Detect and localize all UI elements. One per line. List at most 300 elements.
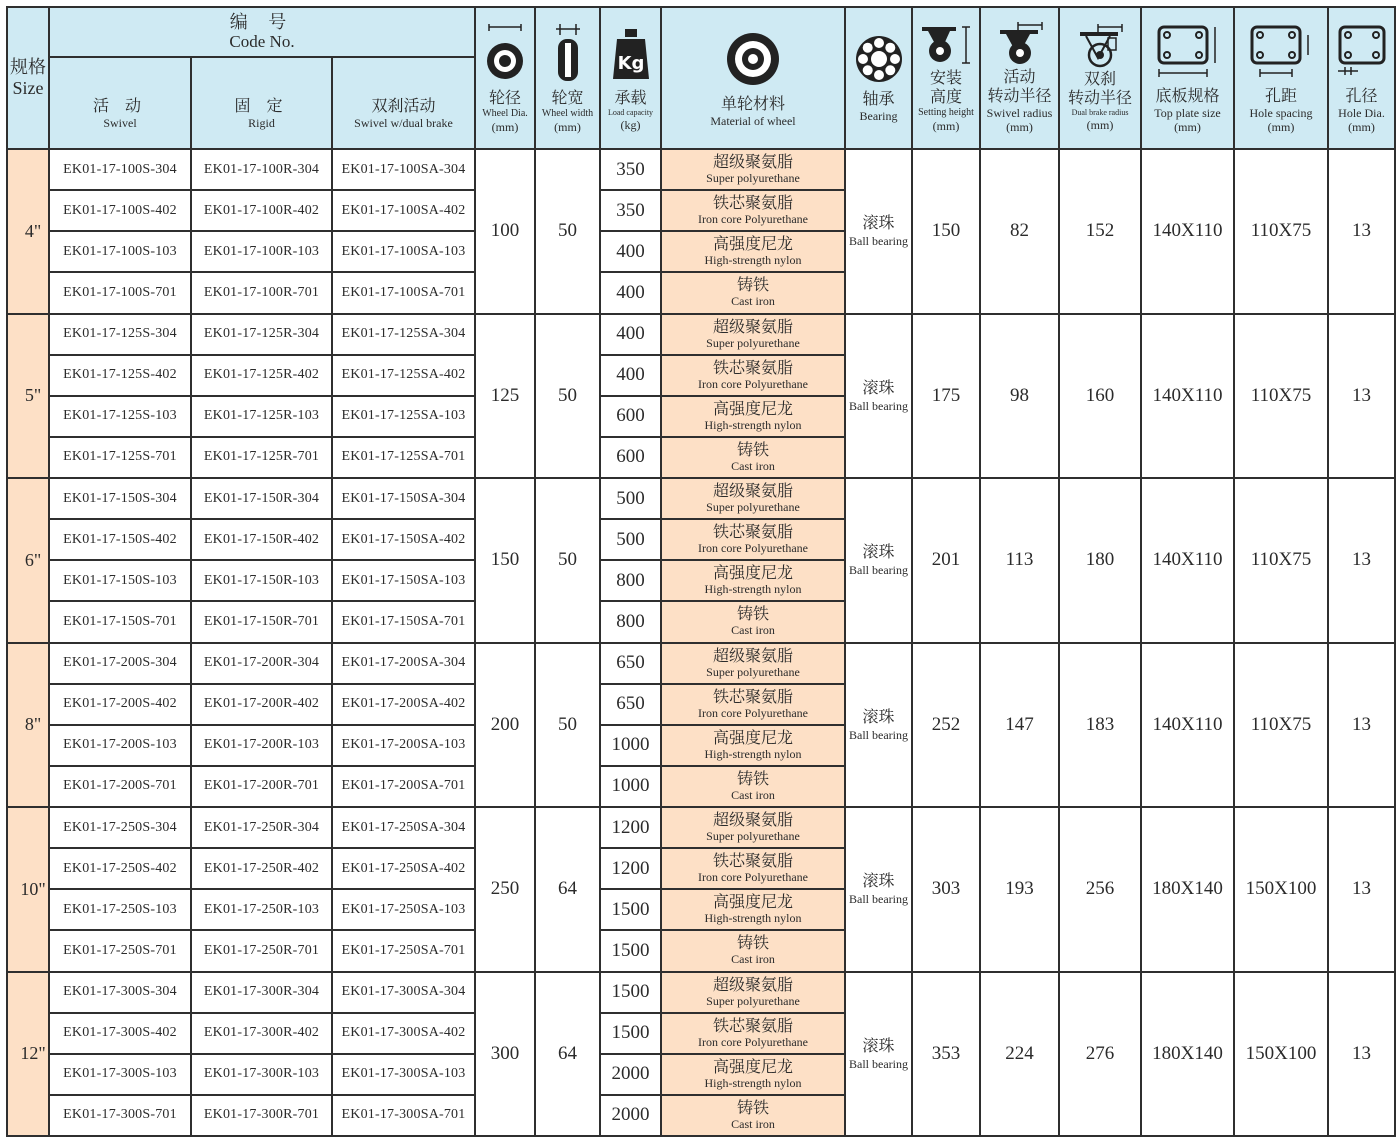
swivel-code-cell: EK01-17-150S-402 <box>49 519 191 560</box>
ball-bearing-icon <box>854 34 904 84</box>
swivel-code-cell: EK01-17-125S-103 <box>49 396 191 437</box>
header-wheel-dia <box>475 7 535 149</box>
bearing-cn: 滚珠 <box>862 379 895 397</box>
size-cell: 5" <box>7 314 49 479</box>
material-en: High-strength nylon <box>704 911 802 926</box>
material-en: Cast iron <box>731 787 775 802</box>
rigid-code-cell: EK01-17-100R-701 <box>191 272 332 313</box>
setting-height-cell: 175 <box>912 314 980 479</box>
material-en: Super polyurethane <box>706 993 800 1008</box>
table-row <box>7 149 1395 190</box>
material-cell <box>661 231 845 272</box>
load-capacity-cell: 1000 <box>600 766 661 807</box>
header-dual-brake-radius-cn1: 双刹 <box>1083 71 1116 88</box>
material-cn: 高强度尼龙 <box>712 400 793 418</box>
material-cn: 铁芯聚氨脂 <box>712 359 793 377</box>
wheel-dia-cell: 200 <box>475 643 535 808</box>
header-swivel-cn: 活 动 <box>92 98 147 115</box>
swivel-code-cell: EK01-17-150S-701 <box>49 601 191 642</box>
material-cell <box>661 930 845 971</box>
table-row <box>7 643 1395 684</box>
material-cn: 超级聚氨脂 <box>712 976 793 994</box>
dual-brake-code-cell: EK01-17-100SA-304 <box>332 149 475 190</box>
swivel-radius-cell: 224 <box>980 972 1059 1137</box>
setting-height-cell: 252 <box>912 643 980 808</box>
bearing-en: Ball bearing <box>849 727 908 742</box>
rigid-code-cell: EK01-17-250R-402 <box>191 848 332 889</box>
top-plate-cell: 180X140 <box>1141 972 1234 1137</box>
swivel-code-cell: EK01-17-100S-304 <box>49 149 191 190</box>
header-bearing-cn: 轴承 <box>862 90 895 108</box>
swivel-code-cell: EK01-17-125S-402 <box>49 355 191 396</box>
material-cn: 铸铁 <box>736 277 769 295</box>
swivel-code-cell: EK01-17-250S-402 <box>49 848 191 889</box>
wheel-material-icon <box>723 29 783 89</box>
material-cn: 铁芯聚氨脂 <box>712 688 793 706</box>
header-hole-spacing-en: Hole spacing <box>1249 105 1313 120</box>
material-en: High-strength nylon <box>704 746 802 761</box>
header-bearing-en: Bearing <box>859 108 898 123</box>
header-hole-spacing-cn: 孔距 <box>1264 87 1297 105</box>
dual-brake-radius-cell: 180 <box>1059 478 1141 643</box>
rigid-code-cell: EK01-17-100R-103 <box>191 231 332 272</box>
header-code-cn: 编 号 <box>229 12 295 32</box>
header-top-plate-unit: (mm) <box>1174 119 1201 134</box>
wheel-dia-cell: 100 <box>475 149 535 314</box>
load-capacity-cell: 1500 <box>600 889 661 930</box>
size-cell: 4" <box>7 149 49 314</box>
rigid-code-cell: EK01-17-300R-103 <box>191 1054 332 1095</box>
material-en: High-strength nylon <box>704 582 802 597</box>
hole-spacing-cell: 110X75 <box>1234 314 1328 479</box>
material-en: Cast iron <box>731 458 775 473</box>
header-size-cn: 规格 <box>10 56 46 77</box>
material-en: Iron core Polyurethane <box>698 1034 808 1049</box>
material-cell <box>661 1013 845 1054</box>
hole-spacing-cell: 150X100 <box>1234 807 1328 972</box>
wheel-dia-cell: 300 <box>475 972 535 1137</box>
material-cell <box>661 766 845 807</box>
rigid-code-cell: EK01-17-250R-103 <box>191 889 332 930</box>
table-row <box>7 972 1395 1013</box>
dual-brake-code-cell: EK01-17-250SA-103 <box>332 889 475 930</box>
material-cn: 铸铁 <box>736 606 769 624</box>
header-rigid-cn: 固 定 <box>234 98 289 115</box>
load-capacity-cell: 1200 <box>600 807 661 848</box>
material-en: Super polyurethane <box>706 335 800 350</box>
material-cn: 超级聚氨脂 <box>712 812 793 830</box>
header-dual-brake-radius-en: Dual brake radius <box>1071 108 1129 117</box>
load-capacity-cell: 400 <box>600 272 661 313</box>
header-bearing <box>845 7 912 149</box>
swivel-code-cell: EK01-17-300S-701 <box>49 1095 191 1136</box>
header-hole-spacing <box>1234 7 1328 149</box>
dual-brake-code-cell: EK01-17-200SA-304 <box>332 643 475 684</box>
swivel-radius-icon <box>992 22 1048 66</box>
header-swivel <box>49 57 191 149</box>
material-en: Cast iron <box>731 623 775 638</box>
dual-brake-radius-cell: 152 <box>1059 149 1141 314</box>
setting-height-cell: 303 <box>912 807 980 972</box>
dual-brake-code-cell: EK01-17-300SA-402 <box>332 1013 475 1054</box>
material-en: Cast iron <box>731 1116 775 1131</box>
load-capacity-cell: 400 <box>600 355 661 396</box>
header-hole-spacing-unit: (mm) <box>1267 119 1295 134</box>
header-wheel-dia-en: Wheel Dia. <box>482 107 528 119</box>
swivel-code-cell: EK01-17-125S-304 <box>49 314 191 355</box>
material-cn: 高强度尼龙 <box>712 729 793 747</box>
header-dual-brake-en: Swivel w/dual brake <box>354 116 453 130</box>
rigid-code-cell: EK01-17-150R-402 <box>191 519 332 560</box>
material-cn: 铁芯聚氨脂 <box>712 195 793 213</box>
wheel-width-cell: 50 <box>535 314 600 479</box>
header-top-plate-cn: 底板规格 <box>1155 87 1220 105</box>
header-wheel-width-unit: (mm) <box>554 119 581 134</box>
header-dual-brake-radius-cn2: 转动半径 <box>1067 90 1132 107</box>
bearing-cell <box>845 972 912 1137</box>
swivel-radius-cell: 82 <box>980 149 1059 314</box>
dual-brake-code-cell: EK01-17-300SA-701 <box>332 1095 475 1136</box>
bearing-cn: 滚珠 <box>862 708 895 726</box>
material-cell <box>661 889 845 930</box>
dual-brake-radius-cell: 160 <box>1059 314 1141 479</box>
wheel-dia-cell: 150 <box>475 478 535 643</box>
rigid-code-cell: EK01-17-200R-402 <box>191 684 332 725</box>
dual-brake-code-cell: EK01-17-150SA-402 <box>332 519 475 560</box>
material-cell <box>661 519 845 560</box>
header-wheel-dia-cn: 轮径 <box>488 89 521 107</box>
swivel-code-cell: EK01-17-150S-103 <box>49 560 191 601</box>
material-en: High-strength nylon <box>704 1075 802 1090</box>
dual-brake-code-cell: EK01-17-100SA-402 <box>332 190 475 231</box>
header-material-cn: 单轮材料 <box>720 95 785 113</box>
table-header <box>7 7 1395 149</box>
wheel-dia-cell: 250 <box>475 807 535 972</box>
bearing-cell <box>845 478 912 643</box>
rigid-code-cell: EK01-17-300R-402 <box>191 1013 332 1054</box>
material-en: Iron core Polyurethane <box>698 212 808 227</box>
material-en: Iron core Polyurethane <box>698 870 808 885</box>
wheel-width-cell: 64 <box>535 972 600 1137</box>
hole-dia-cell: 13 <box>1328 314 1395 479</box>
rigid-code-cell: EK01-17-150R-701 <box>191 601 332 642</box>
dual-brake-code-cell: EK01-17-200SA-701 <box>332 766 475 807</box>
load-capacity-cell: 400 <box>600 314 661 355</box>
dual-brake-code-cell: EK01-17-125SA-402 <box>332 355 475 396</box>
dual-brake-code-cell: EK01-17-200SA-103 <box>332 725 475 766</box>
rigid-code-cell: EK01-17-250R-701 <box>191 930 332 971</box>
header-setting-height <box>912 7 980 149</box>
swivel-code-cell: EK01-17-250S-304 <box>49 807 191 848</box>
material-cn: 高强度尼龙 <box>712 894 793 912</box>
load-capacity-cell: 800 <box>600 560 661 601</box>
header-top-plate-en: Top plate size <box>1154 105 1221 120</box>
material-cn: 铁芯聚氨脂 <box>712 1017 793 1035</box>
hole-spacing-icon <box>1246 23 1316 79</box>
load-capacity-cell: 500 <box>600 519 661 560</box>
material-en: Super polyurethane <box>706 664 800 679</box>
header-wheel-width-cn: 轮宽 <box>551 89 584 107</box>
header-code <box>49 7 475 57</box>
header-dual-brake-radius-unit: (mm) <box>1086 118 1114 132</box>
material-cell <box>661 807 845 848</box>
rigid-code-cell: EK01-17-100R-304 <box>191 149 332 190</box>
material-en: High-strength nylon <box>704 253 802 268</box>
dual-brake-code-cell: EK01-17-150SA-103 <box>332 560 475 601</box>
bearing-en: Ball bearing <box>849 1056 908 1071</box>
rigid-code-cell: EK01-17-125R-304 <box>191 314 332 355</box>
material-cell <box>661 1054 845 1095</box>
swivel-radius-cell: 193 <box>980 807 1059 972</box>
material-cell <box>661 314 845 355</box>
bearing-cell <box>845 314 912 479</box>
hole-spacing-cell: 110X75 <box>1234 643 1328 808</box>
load-capacity-cell: 350 <box>600 190 661 231</box>
header-size-en: Size <box>12 77 44 98</box>
dual-brake-code-cell: EK01-17-300SA-103 <box>332 1054 475 1095</box>
header-dual-brake-cn: 双刹活动 <box>371 98 436 115</box>
dual-brake-code-cell: EK01-17-250SA-701 <box>332 930 475 971</box>
top-plate-cell: 140X110 <box>1141 643 1234 808</box>
table-row <box>7 807 1395 848</box>
material-cn: 超级聚氨脂 <box>712 154 793 172</box>
rigid-code-cell: EK01-17-125R-701 <box>191 437 332 478</box>
dual-brake-code-cell: EK01-17-200SA-402 <box>332 684 475 725</box>
bearing-cell <box>845 149 912 314</box>
swivel-radius-cell: 113 <box>980 478 1059 643</box>
hole-spacing-cell: 110X75 <box>1234 478 1328 643</box>
dual-brake-radius-cell: 276 <box>1059 972 1141 1137</box>
bearing-en: Ball bearing <box>849 234 908 249</box>
bearing-cn: 滚珠 <box>862 215 895 233</box>
header-hole-dia-unit: (mm) <box>1348 119 1375 134</box>
material-cell <box>661 1095 845 1136</box>
swivel-code-cell: EK01-17-100S-701 <box>49 272 191 313</box>
material-cn: 超级聚氨脂 <box>712 647 793 665</box>
hole-dia-cell: 13 <box>1328 149 1395 314</box>
material-cell <box>661 355 845 396</box>
load-capacity-cell: 600 <box>600 396 661 437</box>
load-capacity-cell: 400 <box>600 231 661 272</box>
header-material-en: Material of wheel <box>710 113 796 128</box>
load-capacity-cell: 2000 <box>600 1095 661 1136</box>
material-en: Super polyurethane <box>706 171 800 186</box>
swivel-code-cell: EK01-17-200S-304 <box>49 643 191 684</box>
header-load <box>600 7 661 149</box>
setting-height-cell: 353 <box>912 972 980 1137</box>
material-cell <box>661 149 845 190</box>
material-cn: 高强度尼龙 <box>712 1058 793 1076</box>
bearing-en: Ball bearing <box>849 563 908 578</box>
load-capacity-cell: 650 <box>600 684 661 725</box>
wheel-width-cell: 50 <box>535 643 600 808</box>
setting-height-icon <box>918 23 974 67</box>
load-capacity-cell: 650 <box>600 643 661 684</box>
header-setting-height-cn2: 高度 <box>929 89 962 106</box>
top-plate-icon <box>1153 23 1223 79</box>
material-en: Super polyurethane <box>706 500 800 515</box>
swivel-code-cell: EK01-17-150S-304 <box>49 478 191 519</box>
header-load-en: Load capacity <box>607 107 654 117</box>
hole-diameter-icon <box>1334 23 1390 79</box>
material-cn: 铸铁 <box>736 441 769 459</box>
wheel-dia-cell: 125 <box>475 314 535 479</box>
header-setting-height-unit: (mm) <box>932 119 960 133</box>
dual-brake-code-cell: EK01-17-100SA-701 <box>332 272 475 313</box>
header-swivel-radius-en: Swivel radius <box>986 106 1053 120</box>
material-en: High-strength nylon <box>704 417 802 432</box>
load-capacity-cell: 800 <box>600 601 661 642</box>
dual-brake-code-cell: EK01-17-125SA-304 <box>332 314 475 355</box>
material-cell <box>661 190 845 231</box>
material-cn: 铸铁 <box>736 770 769 788</box>
bearing-cn: 滚珠 <box>862 873 895 891</box>
header-swivel-radius-unit: (mm) <box>1006 120 1033 134</box>
dual-brake-code-cell: EK01-17-125SA-701 <box>332 437 475 478</box>
dual-brake-radius-icon <box>1072 24 1128 68</box>
header-dual-brake-radius <box>1059 7 1141 149</box>
top-plate-cell: 140X110 <box>1141 478 1234 643</box>
material-cell <box>661 560 845 601</box>
material-cell <box>661 396 845 437</box>
header-rigid-en: Rigid <box>248 116 275 130</box>
top-plate-cell: 140X110 <box>1141 149 1234 314</box>
weight-kg-icon <box>609 25 653 83</box>
material-cell <box>661 684 845 725</box>
header-swivel-radius-cn2: 转动半径 <box>987 88 1052 105</box>
material-cn: 高强度尼龙 <box>712 236 793 254</box>
dual-brake-code-cell: EK01-17-150SA-304 <box>332 478 475 519</box>
rigid-code-cell: EK01-17-250R-304 <box>191 807 332 848</box>
header-wheel-width <box>535 7 600 149</box>
material-cell <box>661 478 845 519</box>
rigid-code-cell: EK01-17-125R-402 <box>191 355 332 396</box>
swivel-code-cell: EK01-17-100S-103 <box>49 231 191 272</box>
material-cell <box>661 848 845 889</box>
bearing-en: Ball bearing <box>849 892 908 907</box>
swivel-code-cell: EK01-17-200S-103 <box>49 725 191 766</box>
size-cell: 12" <box>7 972 49 1137</box>
material-cell <box>661 972 845 1013</box>
hole-spacing-cell: 110X75 <box>1234 149 1328 314</box>
header-setting-height-cn1: 安装 <box>929 70 962 87</box>
material-en: Iron core Polyurethane <box>698 376 808 391</box>
material-en: Super polyurethane <box>706 829 800 844</box>
table-body <box>7 149 1395 1136</box>
header-swivel-radius-cn1: 活动 <box>1003 69 1036 86</box>
rigid-code-cell: EK01-17-100R-402 <box>191 190 332 231</box>
rigid-code-cell: EK01-17-125R-103 <box>191 396 332 437</box>
rigid-code-cell: EK01-17-300R-701 <box>191 1095 332 1136</box>
table-row <box>7 314 1395 355</box>
load-capacity-cell: 1500 <box>600 930 661 971</box>
rigid-code-cell: EK01-17-200R-701 <box>191 766 332 807</box>
header-hole-dia <box>1328 7 1395 149</box>
hole-dia-cell: 13 <box>1328 807 1395 972</box>
header-material <box>661 7 845 149</box>
load-capacity-cell: 2000 <box>600 1054 661 1095</box>
material-cell <box>661 272 845 313</box>
rigid-code-cell: EK01-17-200R-304 <box>191 643 332 684</box>
header-top-plate <box>1141 7 1234 149</box>
swivel-code-cell: EK01-17-100S-402 <box>49 190 191 231</box>
header-hole-dia-cn: 孔径 <box>1345 87 1378 105</box>
header-hole-dia-en: Hole Dia. <box>1338 105 1385 120</box>
size-cell: 8" <box>7 643 49 808</box>
wheel-width-cell: 50 <box>535 149 600 314</box>
size-cell: 6" <box>7 478 49 643</box>
load-capacity-cell: 500 <box>600 478 661 519</box>
caster-spec-table <box>6 6 1396 1137</box>
material-cn: 超级聚氨脂 <box>712 483 793 501</box>
top-plate-cell: 180X140 <box>1141 807 1234 972</box>
wheel-width-icon <box>546 23 590 83</box>
swivel-code-cell: EK01-17-200S-402 <box>49 684 191 725</box>
load-capacity-cell: 1500 <box>600 1013 661 1054</box>
dual-brake-code-cell: EK01-17-250SA-304 <box>332 807 475 848</box>
header-size <box>7 7 49 149</box>
load-capacity-cell: 350 <box>600 149 661 190</box>
swivel-code-cell: EK01-17-250S-103 <box>49 889 191 930</box>
dual-brake-code-cell: EK01-17-250SA-402 <box>332 848 475 889</box>
header-wheel-dia-unit: (mm) <box>491 119 519 134</box>
bearing-cell <box>845 643 912 808</box>
swivel-code-cell: EK01-17-300S-304 <box>49 972 191 1013</box>
swivel-code-cell: EK01-17-300S-103 <box>49 1054 191 1095</box>
load-capacity-cell: 1200 <box>600 848 661 889</box>
header-load-unit: (kg) <box>620 117 641 132</box>
material-cn: 铁芯聚氨脂 <box>712 524 793 542</box>
rigid-code-cell: EK01-17-150R-103 <box>191 560 332 601</box>
swivel-code-cell: EK01-17-125S-701 <box>49 437 191 478</box>
header-dual-brake <box>332 57 475 149</box>
load-capacity-cell: 600 <box>600 437 661 478</box>
header-wheel-width-en: Wheel width <box>541 107 594 119</box>
material-en: Iron core Polyurethane <box>698 705 808 720</box>
material-cell <box>661 643 845 684</box>
header-setting-height-en: Setting height <box>918 107 974 118</box>
swivel-radius-cell: 98 <box>980 314 1059 479</box>
size-cell: 10" <box>7 807 49 972</box>
top-plate-cell: 140X110 <box>1141 314 1234 479</box>
setting-height-cell: 201 <box>912 478 980 643</box>
material-en: Cast iron <box>731 294 775 309</box>
material-cell <box>661 437 845 478</box>
material-cn: 铁芯聚氨脂 <box>712 853 793 871</box>
header-swivel-radius <box>980 7 1059 149</box>
bearing-cn: 滚珠 <box>862 544 895 562</box>
swivel-code-cell: EK01-17-250S-701 <box>49 930 191 971</box>
rigid-code-cell: EK01-17-150R-304 <box>191 478 332 519</box>
swivel-radius-cell: 147 <box>980 643 1059 808</box>
load-capacity-cell: 1000 <box>600 725 661 766</box>
material-en: Cast iron <box>731 952 775 967</box>
dual-brake-code-cell: EK01-17-100SA-103 <box>332 231 475 272</box>
header-code-en: Code No. <box>229 32 295 51</box>
bearing-cell <box>845 807 912 972</box>
wheel-width-cell: 64 <box>535 807 600 972</box>
table-row <box>7 478 1395 519</box>
header-rigid <box>191 57 332 149</box>
hole-dia-cell: 13 <box>1328 643 1395 808</box>
header-load-cn: 承载 <box>614 89 647 107</box>
load-capacity-cell: 1500 <box>600 972 661 1013</box>
wheel-width-cell: 50 <box>535 478 600 643</box>
rigid-code-cell: EK01-17-200R-103 <box>191 725 332 766</box>
wheel-diameter-icon <box>483 23 527 83</box>
material-cn: 铸铁 <box>736 1099 769 1117</box>
weight-icon-label: Kg <box>617 52 644 74</box>
